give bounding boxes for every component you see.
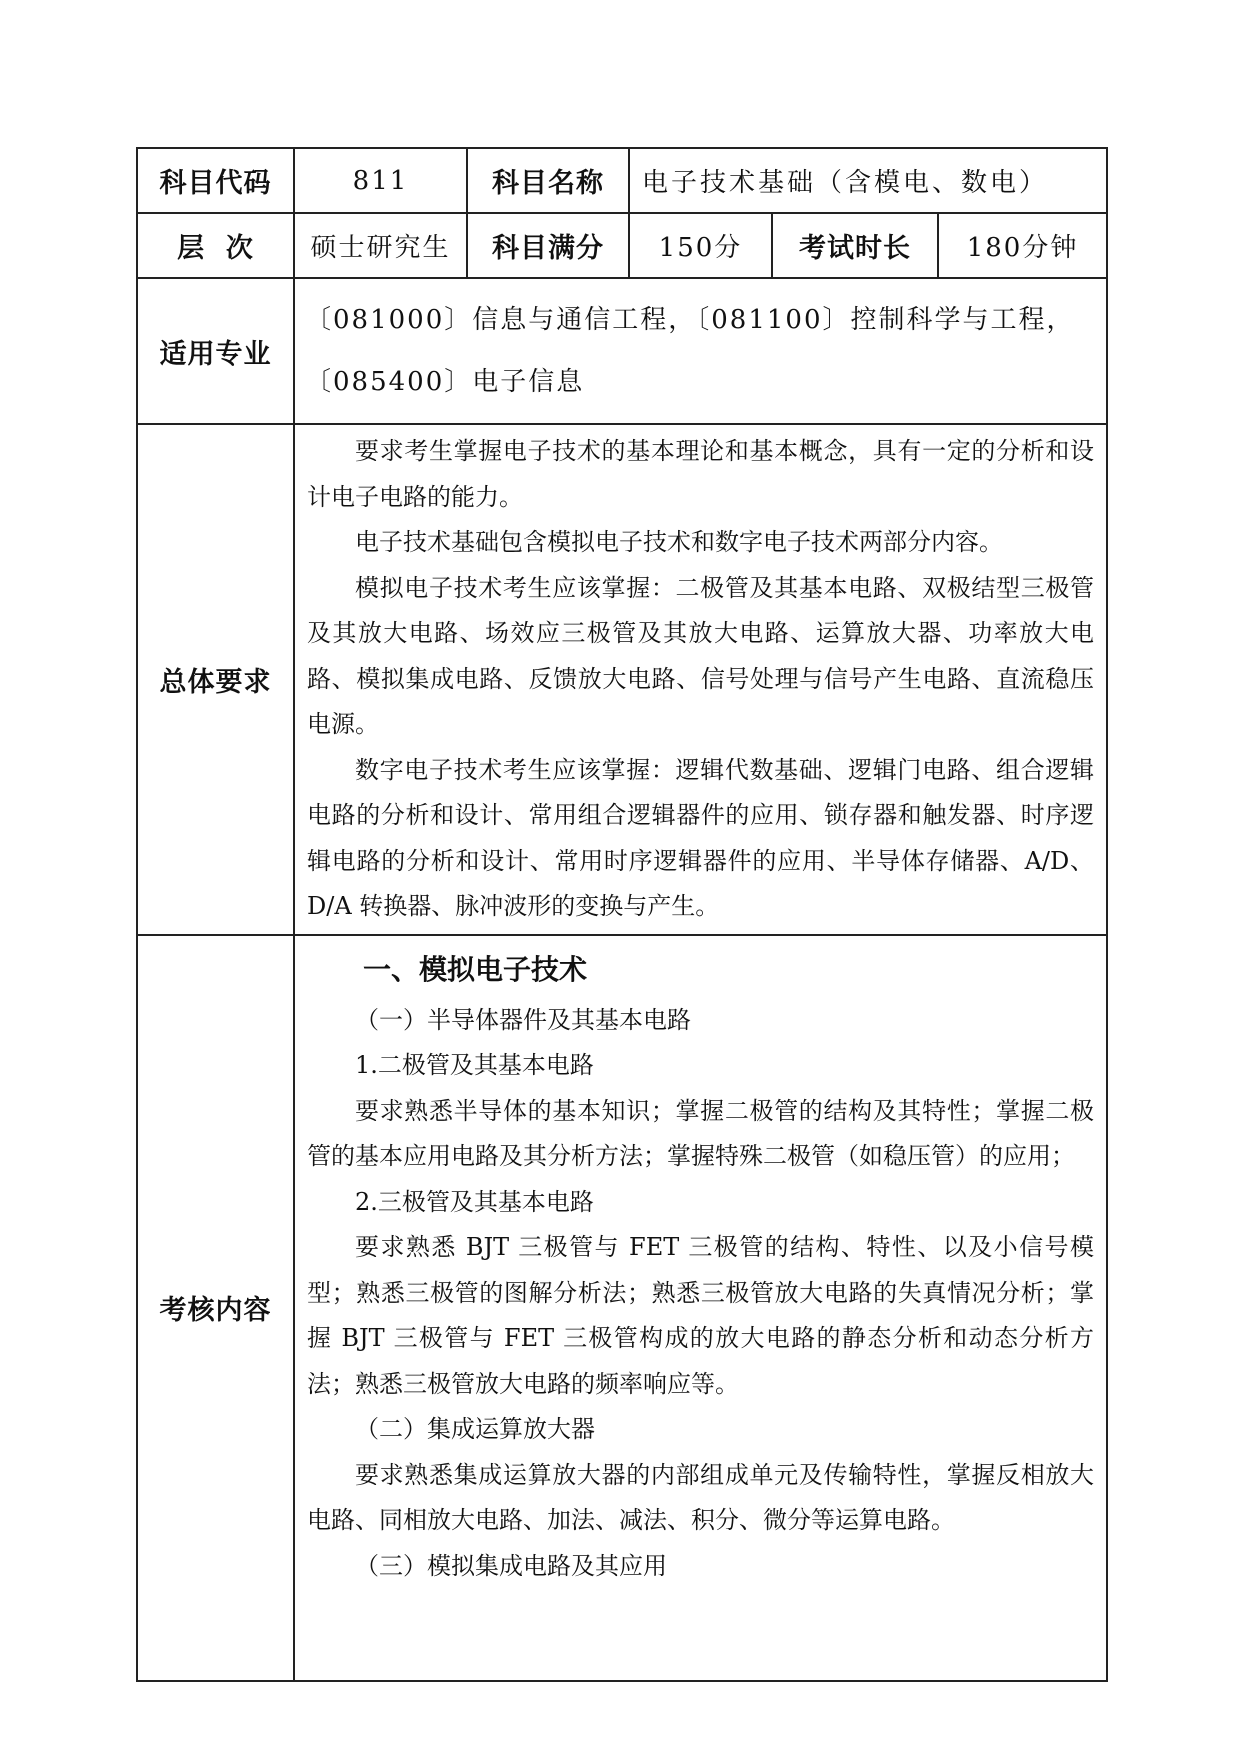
topic-title: 2.三极管及其基本电路: [355, 1187, 594, 1216]
requirement-paragraph: 数字电子技术考生应该掌握：逻辑代数基础、逻辑门电路、组合逻辑电路的分析和设计、常用组合逻辑器件的应用、锁存器和触发器、时序逻辑电路的分析和设计、常用时序逻辑器件的应用、半导体存储器、A/D、D/A 转换器、脉冲波形的变换与产生。: [307, 755, 1095, 920]
level-label: 层 次: [137, 213, 294, 278]
row-majors: [137, 278, 1107, 424]
topic-body: 要求熟悉半导体的基本知识；掌握二极管的结构及其特性；掌握二极管的基本应用电路及其分析方法；掌握特殊二极管（如稳压管）的应用；: [307, 1096, 1095, 1170]
syllabus-table: [136, 147, 1108, 1682]
subject-name-label: 科目名称: [467, 148, 629, 213]
subject-code-value: 811: [294, 148, 467, 213]
majors-line-1: 〔081000〕信息与通信工程，〔081100〕控制科学与工程，: [305, 305, 1075, 335]
subject-code-label: 科目代码: [137, 148, 294, 213]
subsection-title: （一）半导体器件及其基本电路: [355, 1005, 691, 1034]
requirement-paragraph: 电子技术基础包含模拟电子技术和数字电子技术两部分内容。: [355, 528, 1003, 556]
section-heading: 一、模拟电子技术: [363, 952, 588, 986]
content-text: [294, 935, 1107, 1681]
topic-body: 要求熟悉 BJT 三极管与 FET 三极管的结构、特性、以及小信号模型；熟悉三极管的图解分析法；熟悉三极管放大电路的失真情况分析；掌握 BJT 三极管与 FET 三极管构成的放大电路的静态分析和动态分析方法；熟悉三极管放大电路的频率响应等。: [307, 1233, 1095, 1398]
requirement-paragraph: 模拟电子技术考生应该掌握：二极管及其基本电路、双极结型三极管及其放大电路、场效应三极管及其放大电路、运算放大器、功率放大电路、模拟集成电路、反馈放大电路、信号处理与信号产生电路、直流稳压电源。: [307, 573, 1095, 738]
full-score-value: 150分: [629, 213, 772, 278]
requirements-label: 总体要求: [137, 424, 294, 935]
subsection-title: （三）模拟集成电路及其应用: [355, 1551, 667, 1580]
row-level: [137, 213, 1107, 278]
topic-body: 要求熟悉集成运算放大器的内部组成单元及传输特性，掌握反相放大电路、同相放大电路、加法、减法、积分、微分等运算电路。: [307, 1460, 1095, 1534]
full-score-label: 科目满分: [467, 213, 629, 278]
majors-value: [294, 278, 1107, 424]
majors-line-2: 〔085400〕电子信息: [305, 367, 585, 397]
topic-title: 1.二极管及其基本电路: [355, 1051, 594, 1079]
row-content: [137, 935, 1107, 1681]
exam-duration-label: 考试时长: [772, 213, 938, 278]
row-subject: [137, 148, 1107, 213]
content-label: 考核内容: [137, 935, 294, 1681]
requirements-text: [294, 424, 1107, 935]
majors-label: 适用专业: [137, 278, 294, 424]
subsection-title: （二）集成运算放大器: [355, 1415, 595, 1443]
level-value: 硕士研究生: [294, 213, 467, 278]
requirement-paragraph: 要求考生掌握电子技术的基本理论和基本概念，具有一定的分析和设计电子电路的能力。: [307, 437, 1095, 511]
row-requirements: [137, 424, 1107, 935]
subject-name-value: 电子技术基础（含模电、数电）: [629, 148, 1107, 213]
exam-duration-value: 180分钟: [938, 213, 1107, 278]
